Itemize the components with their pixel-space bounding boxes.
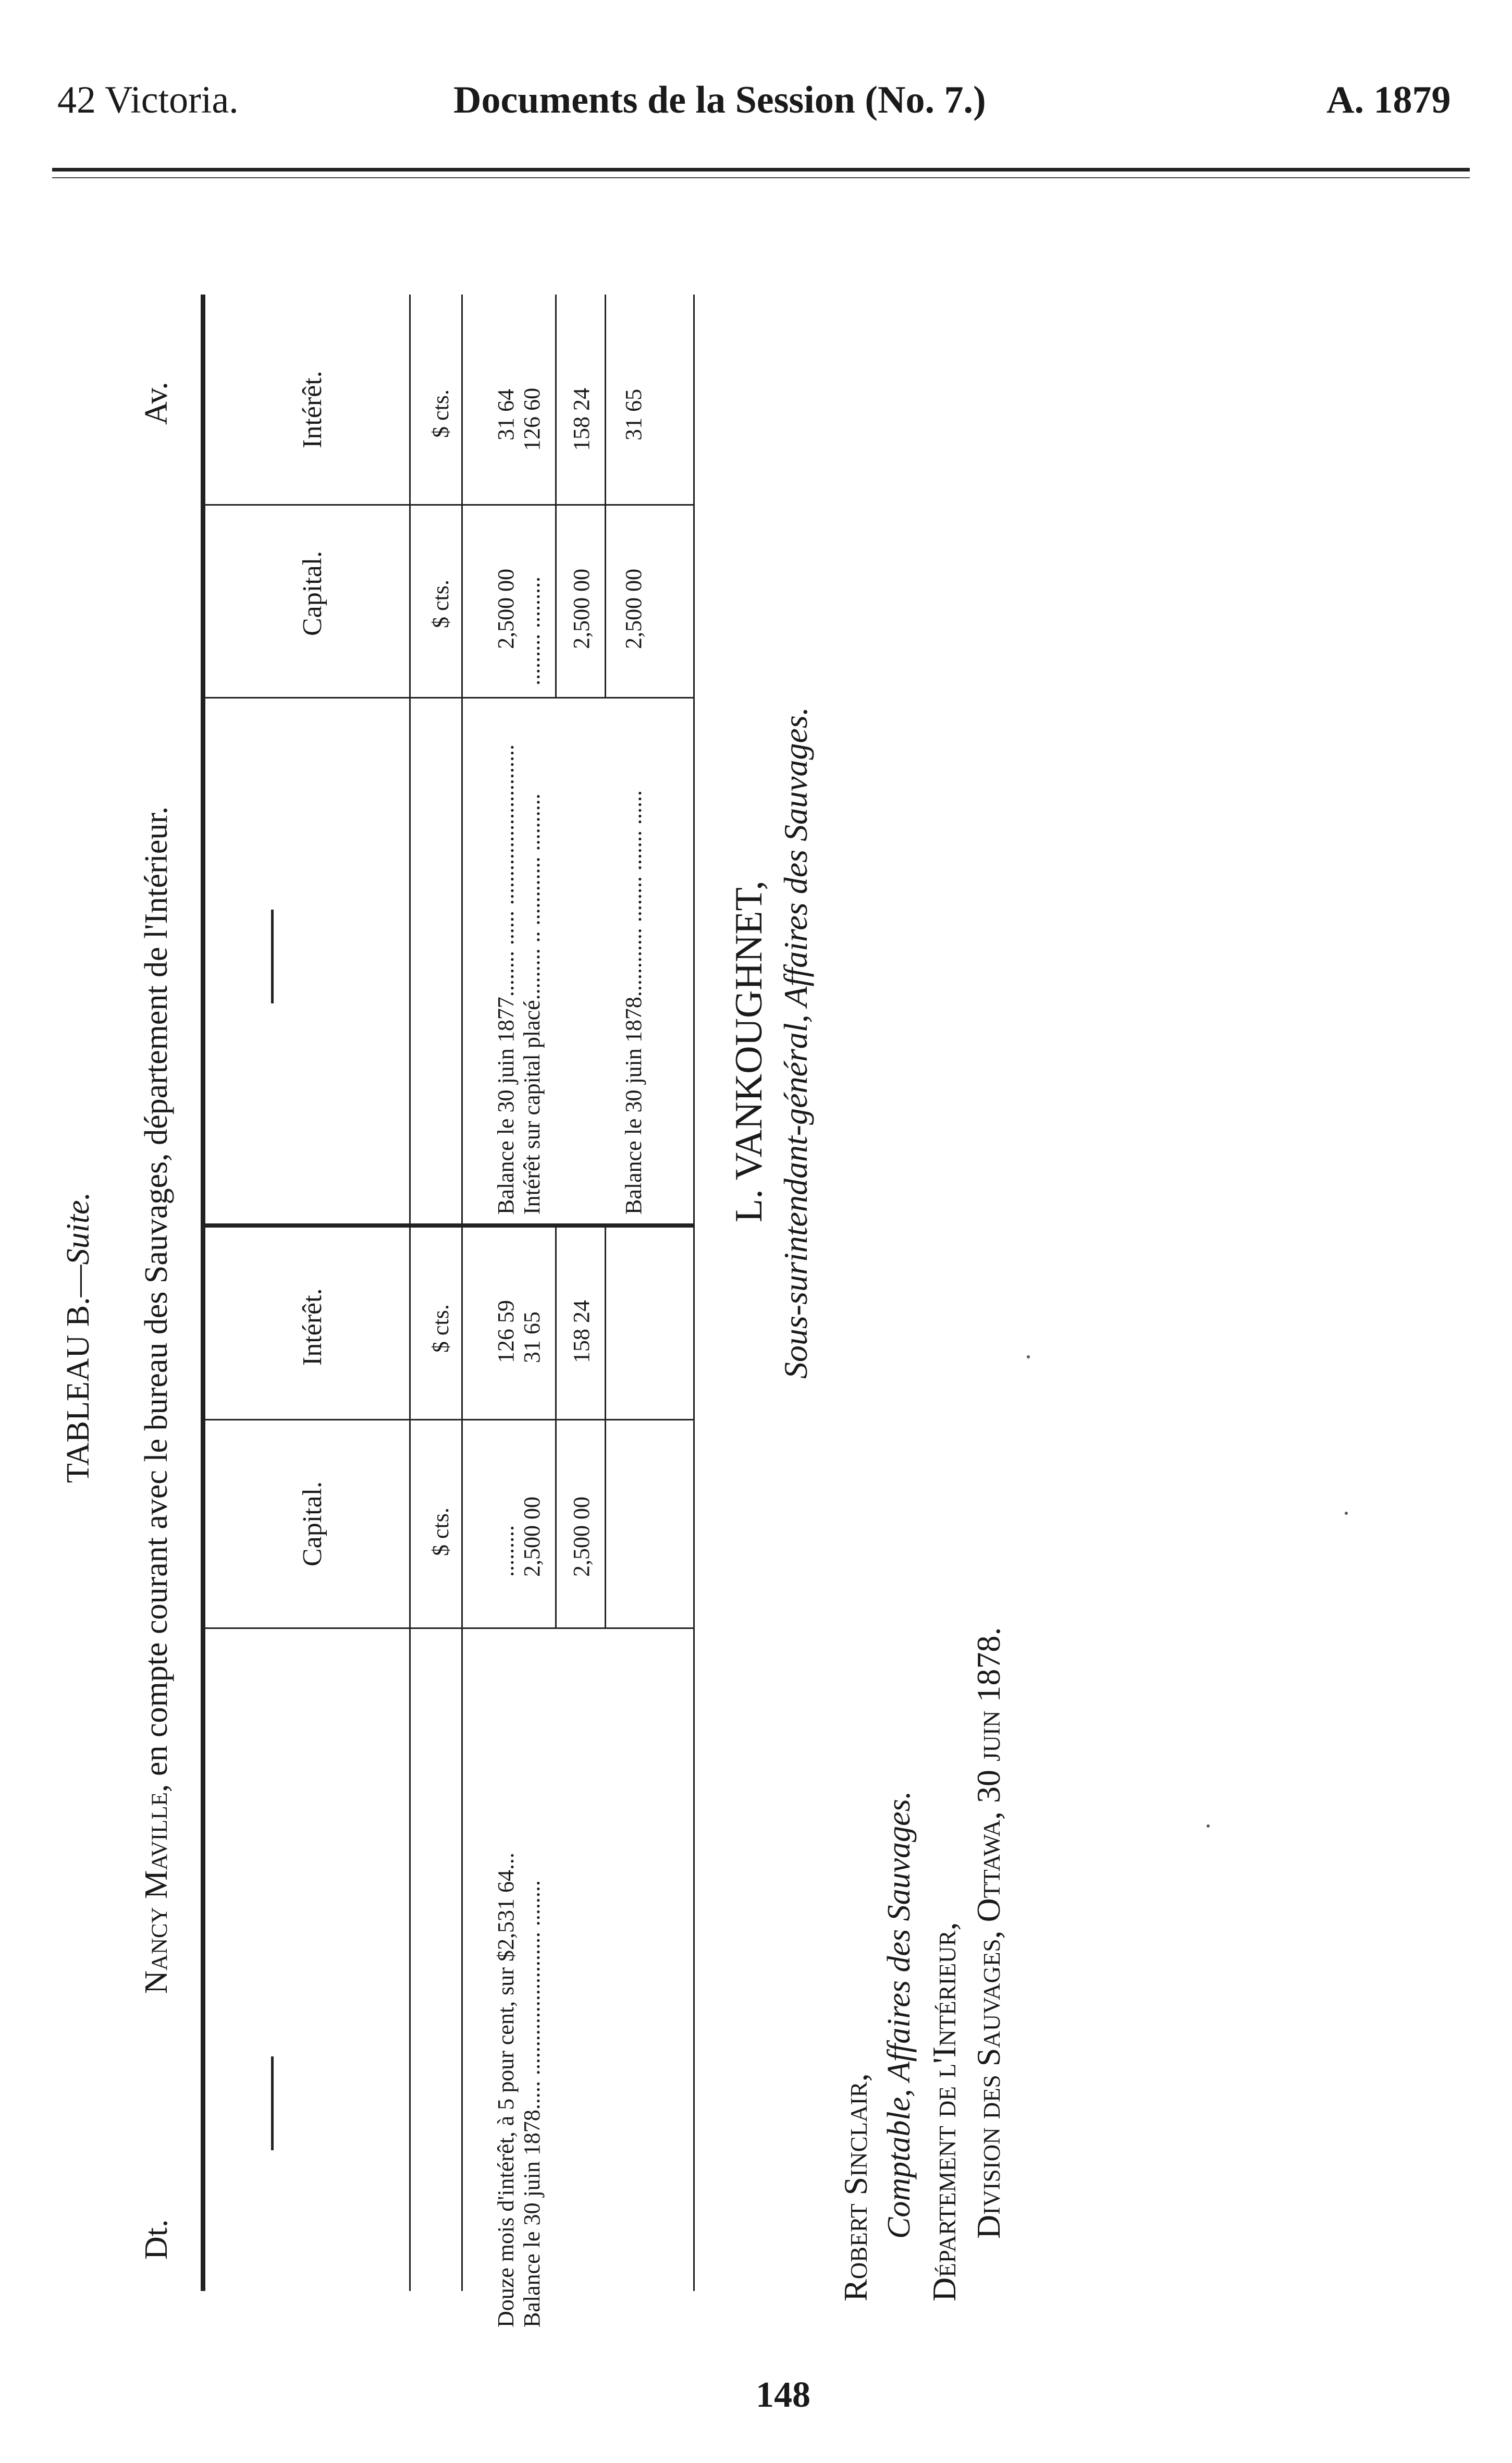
debit-interet-header: Intérêt. bbox=[298, 1288, 327, 1366]
credit-row-2-interet: 126 60 bbox=[519, 388, 545, 451]
account-caption-text: , en compte courant avec le bureau des Sauvages, département de l'Intérieur. bbox=[139, 806, 174, 1793]
footer-role: Comptable, Affaires des Sauvages. bbox=[881, 1791, 917, 2239]
debit-capital-unit: $ cts. bbox=[428, 1508, 453, 1556]
debit-label-dash bbox=[271, 2056, 352, 2150]
debit-total-rule-bottom bbox=[605, 1228, 606, 1629]
debit-credit-divider bbox=[203, 1223, 693, 1228]
debit-interet-unit: $ cts. bbox=[428, 1304, 453, 1353]
account-holder-name: Nancy Maville bbox=[139, 1792, 174, 1994]
running-header-title: Documents de la Session (No. 7.) bbox=[453, 79, 986, 121]
running-header-left: 42 Victoria. bbox=[57, 79, 239, 121]
credit-interet-header: Intérêt. bbox=[298, 371, 327, 448]
footer-name: Robert Sinclair, bbox=[837, 2073, 874, 2301]
credit-total-rule-bottom bbox=[605, 295, 606, 699]
footer-department: Département de l'Intérieur, bbox=[926, 1922, 963, 2301]
credit-row-1-interet: 31 64 bbox=[493, 389, 519, 440]
credit-row-1-label: Balance le 30 juin 1877........ ...... ............................ bbox=[493, 744, 519, 1215]
debit-total-interet: 158 24 bbox=[569, 1300, 594, 1363]
credit-col-divider-1 bbox=[203, 697, 693, 699]
rotated-table-block bbox=[0, 295, 1501, 2463]
debit-col-divider-2 bbox=[203, 1419, 693, 1420]
debit-col-divider-1 bbox=[203, 1627, 693, 1629]
debit-row-1-capital: ......... bbox=[493, 1525, 519, 1577]
credit-balance-interet: 31 65 bbox=[621, 389, 646, 440]
table-top-rule bbox=[201, 295, 205, 2291]
credit-capital-header: Capital. bbox=[298, 550, 327, 636]
caption-dr: Dt. bbox=[139, 2219, 174, 2260]
header-bottom-rule bbox=[409, 295, 411, 2291]
running-header-year: A. 1879 bbox=[1326, 79, 1451, 121]
header-rule bbox=[52, 168, 1470, 171]
credit-total-rule bbox=[555, 295, 557, 699]
footer-division: Division des Sauvages, Ottawa, 30 juin 1878. bbox=[970, 1627, 1007, 2239]
debit-row-1-interet: 126 59 bbox=[493, 1300, 519, 1363]
table-title-main: TABLEAU B.— bbox=[60, 1265, 96, 1483]
credit-capital-unit: $ cts. bbox=[428, 580, 453, 628]
table-bottom-rule bbox=[693, 295, 695, 2291]
debit-row-2-label: Balance le 30 juin 1878..... ......................... ........ bbox=[519, 1880, 545, 2327]
debit-row-2-interet: 31 65 bbox=[519, 1312, 545, 1363]
units-bottom-rule bbox=[461, 295, 463, 2291]
credit-col-divider-2 bbox=[203, 504, 693, 506]
debit-row-2-capital: 2,500 00 bbox=[519, 1497, 545, 1577]
credit-row-1-capital: 2,500 00 bbox=[493, 569, 519, 649]
debit-capital-header: Capital. bbox=[298, 1481, 327, 1566]
table-title bbox=[60, 1192, 97, 1483]
credit-balance-label: Balance le 30 juin 1878............ ........ ....... ...... bbox=[621, 790, 646, 1215]
credit-interet-unit: $ cts. bbox=[428, 389, 453, 438]
debit-total-rule bbox=[555, 1228, 557, 1629]
scan-speck bbox=[1207, 1824, 1210, 1828]
credit-balance-capital: 2,500 00 bbox=[621, 569, 646, 649]
page-number: 148 bbox=[756, 2375, 810, 2415]
credit-total-capital: 2,500 00 bbox=[569, 569, 594, 649]
scan-speck bbox=[1027, 1355, 1030, 1358]
scan-speck bbox=[1345, 1512, 1348, 1515]
caption-av: Av. bbox=[139, 382, 174, 425]
credit-row-2-capital: ......... ......... bbox=[519, 577, 545, 685]
debit-row-1-label: Douze mois d'intérêt, à 5 pour cent, sur $2,531 64... bbox=[493, 1853, 519, 2327]
credit-label-dash bbox=[271, 910, 352, 1003]
credit-row-2-label: Intérêt sur capital placé......... .. ............ .......... bbox=[519, 793, 545, 1215]
table-title-suffix: Suite. bbox=[60, 1192, 96, 1265]
debit-total-capital: 2,500 00 bbox=[569, 1497, 594, 1577]
credit-total-interet: 158 24 bbox=[569, 388, 594, 451]
signatory-title: Sous-surintendant-général, Affaires des Sauvages. bbox=[777, 707, 814, 1379]
signatory-name: L. VANKOUGHNET, bbox=[728, 880, 770, 1222]
header-rule-thin bbox=[52, 177, 1470, 178]
account-caption bbox=[138, 806, 175, 1994]
